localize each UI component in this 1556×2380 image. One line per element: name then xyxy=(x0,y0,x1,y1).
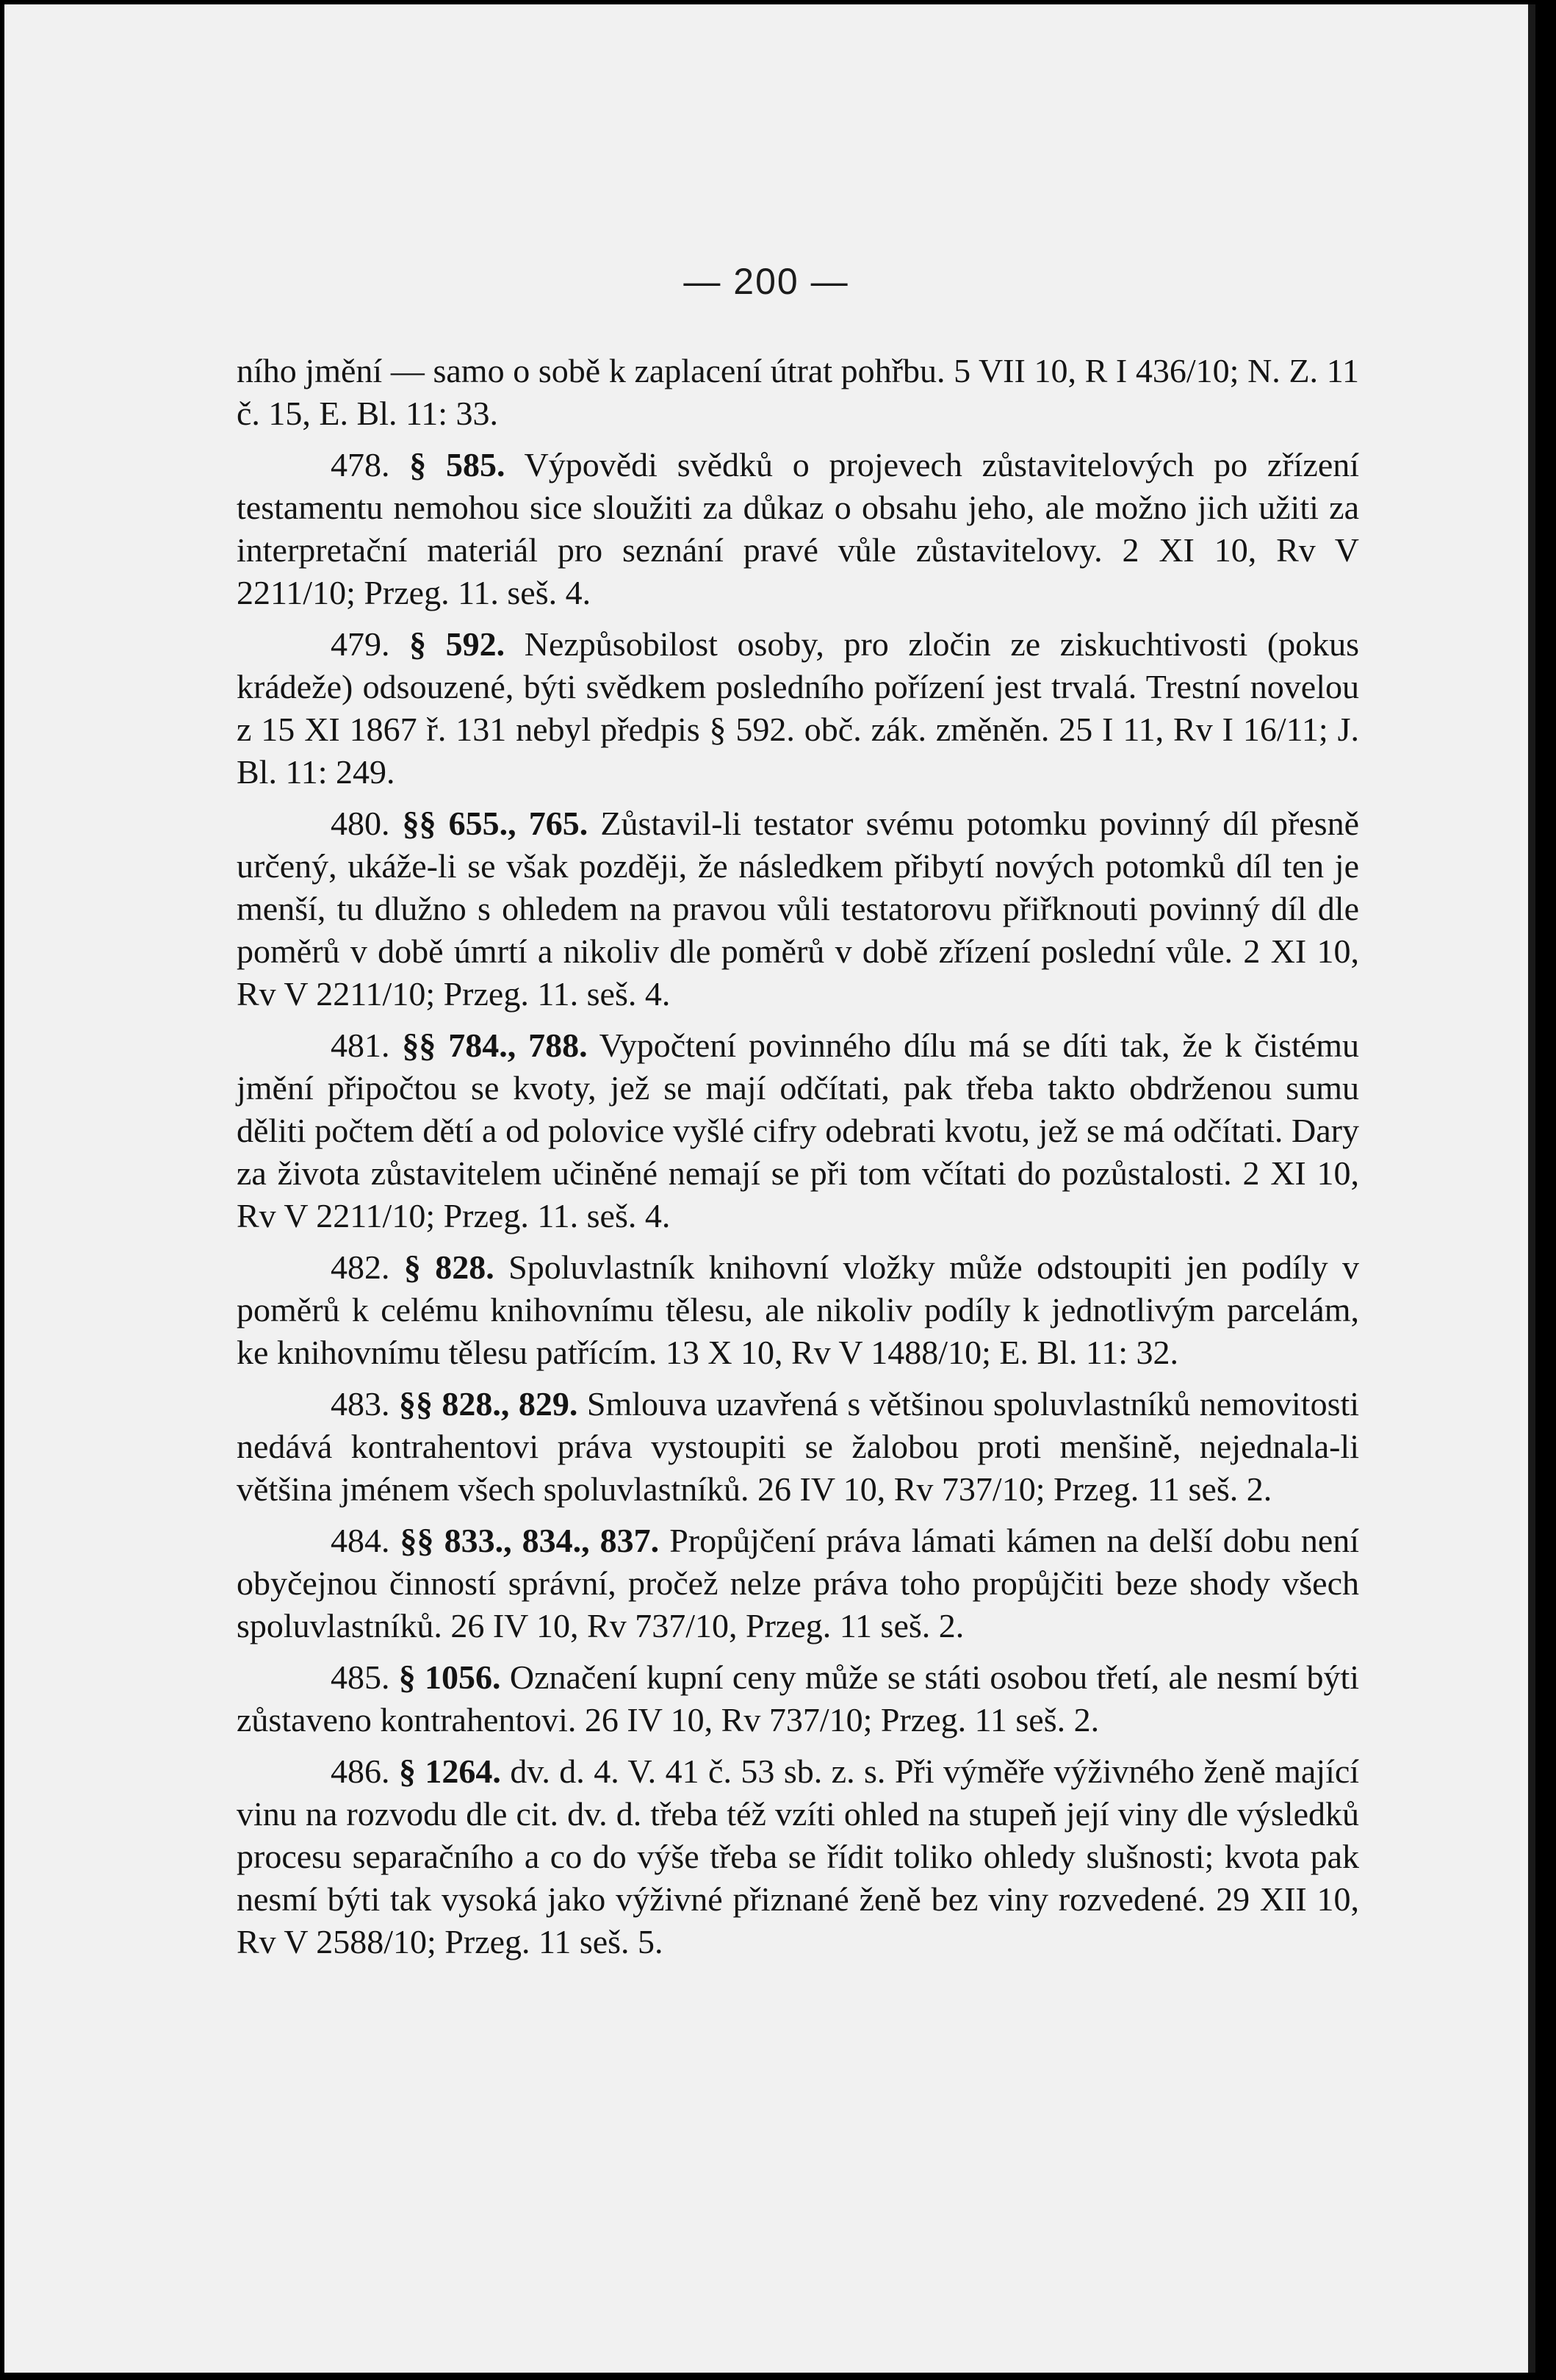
entry-484 xyxy=(237,1520,1359,1647)
entry-body: Propůjčení práva lámati kámen na delší dobu není obyčejnou činností správní, pročež nelze práva toho propůjčiti beze shody všech spoluvlastníků. 26 IV 10, Rv 737/10, Przeg. 11 seš. 2. xyxy=(237,1522,1360,1644)
entry-body: Spoluvlastník knihovní vložky může odstoupiti jen podíly v poměrů k celému knihovnímu tělesu, ale nikoliv podíly k jednotlivým parcelám, ke knihovnímu tělesu patřícím. 13 X 10, Rv V 1488/10; E. Bl. 11: 32. xyxy=(237,1248,1360,1371)
entry-number: 486. xyxy=(331,1752,390,1790)
entry-483 xyxy=(237,1383,1359,1511)
entry-body: Výpovědi svědků o projevech zůstavitelových po zřízení testamentu nemohou sice sloužiti za důkaz o obsahu jeho, ale možno jich užiti za interpretační materiál pro seznání pravé vůle zůstavitelovy. 2 XI 10, Rv V 2211/10; Przeg. 11. seš. 4. xyxy=(237,446,1360,611)
section-reference: §§ 655., 765. xyxy=(402,805,588,842)
entry-number: 483. xyxy=(331,1385,390,1423)
entry-number: 479. xyxy=(331,625,390,663)
section-reference: § 585. xyxy=(409,446,505,483)
section-reference: §§ 833., 834., 837. xyxy=(400,1522,660,1559)
entry-body: Nezpůsobilost osoby, pro zločin ze ziskuchtivosti (pokus krádeže) odsouzené, býti svědkem posledního pořízení jest trvalá. Trestní novelou z 15 XI 1867 ř. 131 nebyl předpis § 592. obč. zák. změněn. 25 I 11, Rv I 16/11; J. Bl. 11: 249. xyxy=(237,625,1360,791)
section-reference: § 1056. xyxy=(398,1658,501,1696)
entry-486 xyxy=(237,1750,1359,1963)
entry-body: Smlouva uzavřená s většinou spoluvlastníků nemovitosti nedává kontrahentovi práva vystoupiti se žalobou proti menšině, nejednala-li většina jménem všech spoluvlastníků. 26 IV 10, Rv 737/10; Przeg. 11 seš. 2. xyxy=(237,1385,1360,1508)
continuation-paragraph: ního jmění — samo o sobě k zaplacení útrat pohřbu. 5 VII 10, R I 436/10; N. Z. 11 č. 15, E. Bl. 11: 33. xyxy=(237,352,1359,432)
entry-number: 485. xyxy=(331,1658,390,1696)
section-reference: § 1264. xyxy=(398,1752,501,1790)
entry-480 xyxy=(237,802,1359,1015)
entry-body: Zůstavil-li testator svému potomku povinný díl přesně určený, ukáže-li se však později, že následkem přibytí nových potomků díl ten je menší, tu dlužno s ohledem na pravou vůli testatorovu přiřknouti povinný díl dle poměrů v době úmrtí a nikoliv dle poměrů v době zřízení poslední vůle. 2 XI 10, Rv V 2211/10; Przeg. 11. seš. 4. xyxy=(237,805,1360,1013)
entry-number: 480. xyxy=(331,805,390,842)
entry-482 xyxy=(237,1246,1359,1374)
entry-number: 484. xyxy=(331,1522,390,1559)
entry-478 xyxy=(237,444,1359,614)
entry-number: 478. xyxy=(331,446,390,483)
page-number: — 200 — xyxy=(683,261,849,302)
section-reference: §§ 784., 788. xyxy=(402,1027,588,1064)
section-reference: § 592. xyxy=(409,625,505,663)
page-text xyxy=(237,350,1359,1963)
entry-number: 481. xyxy=(331,1027,390,1064)
entry-479 xyxy=(237,623,1359,794)
section-reference: § 828. xyxy=(403,1248,494,1286)
entry-body: dv. d. 4. V. 41 č. 53 sb. z. s. Při výměře výživného ženě mající vinu na rozvodu dle cit. dv. d. třeba též vzíti ohled na stupeň její viny dle výsledků procesu separačního a co do výše třeba se řídit toliko ohledy slušnosti; kvota pak nesmí býti tak vysoká jako výživné přiznané ženě bez viny rozvedené. 29 XII 10, Rv V 2588/10; Przeg. 11 seš. 5. xyxy=(237,1752,1360,1960)
section-reference: §§ 828., 829. xyxy=(398,1385,578,1423)
entry-body: Označení kupní ceny může se státi osobou třetí, ale nesmí býti zůstaveno kontrahentovi. 26 IV 10, Rv 737/10; Przeg. 11 seš. 2. xyxy=(237,1658,1360,1739)
entry-body: Vypočtení povinného dílu má se díti tak, že k čistému jmění připočtou se kvoty, jež se mají odčítati, pak třeba takto obdrženou sumu děliti počtem dětí a od polovice vyšlé cifry odebrati kvotu, jež se má odčítati. Dary za života zůstavitelem učiněné nemají se při tom včítati do pozůstalosti. 2 XI 10, Rv V 2211/10; Przeg. 11. seš. 4. xyxy=(237,1027,1360,1234)
document-page xyxy=(4,4,1535,2373)
entry-485 xyxy=(237,1656,1359,1741)
entry-number: 482. xyxy=(331,1248,390,1286)
entry-481 xyxy=(237,1024,1359,1237)
